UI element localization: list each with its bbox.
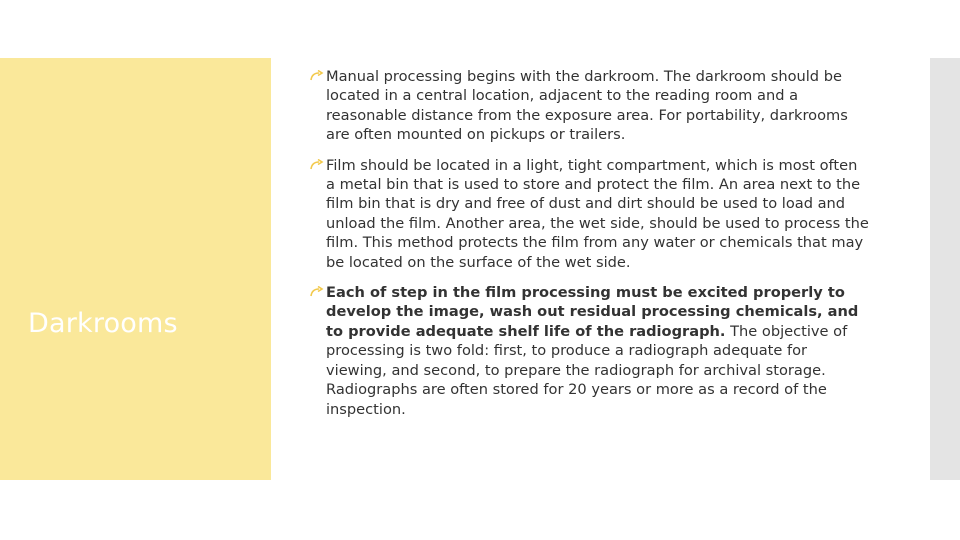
curved-arrow-icon (310, 286, 324, 298)
bullet-list (310, 67, 870, 430)
bullet-text: The objective of processing is two fold: first, to produce a radiograph adequate for viewing, and second, to prepare the radiograph for archival storage. Radiographs are often stored for 20 years or more as a record of the inspection. (326, 322, 848, 418)
curved-arrow-icon (310, 159, 324, 171)
slide-title: Darkrooms (28, 308, 178, 339)
bullet-bold-text: Each of step in the film processing must be excited properly to develop the image, wash out residual processing chemicals, and to provide adequate shelf life of the radiograph. (326, 284, 859, 340)
bullet-item (310, 283, 870, 419)
bullet-item (310, 156, 870, 272)
curved-arrow-icon (310, 70, 324, 82)
bullet-text: Manual processing begins with the darkroom. The darkroom should be located in a central location, adjacent to the reading room and a reasonable distance from the exposure area. For portability, darkrooms are often mounted on pickups or trailers. (326, 68, 848, 144)
bullet-item (310, 67, 870, 145)
title-panel (0, 58, 271, 480)
bullet-text: Film should be located in a light, tight compartment, which is most often a metal bin that is used to store and protect the film. An area next to the film bin that is dry and free of dust and dirt should be used to load and unload the film. Another area, the wet side, should be used to process the film. This method protects the film from any water or chemicals that may be located on the surface of the wet side. (326, 156, 869, 271)
side-bar (930, 58, 960, 480)
